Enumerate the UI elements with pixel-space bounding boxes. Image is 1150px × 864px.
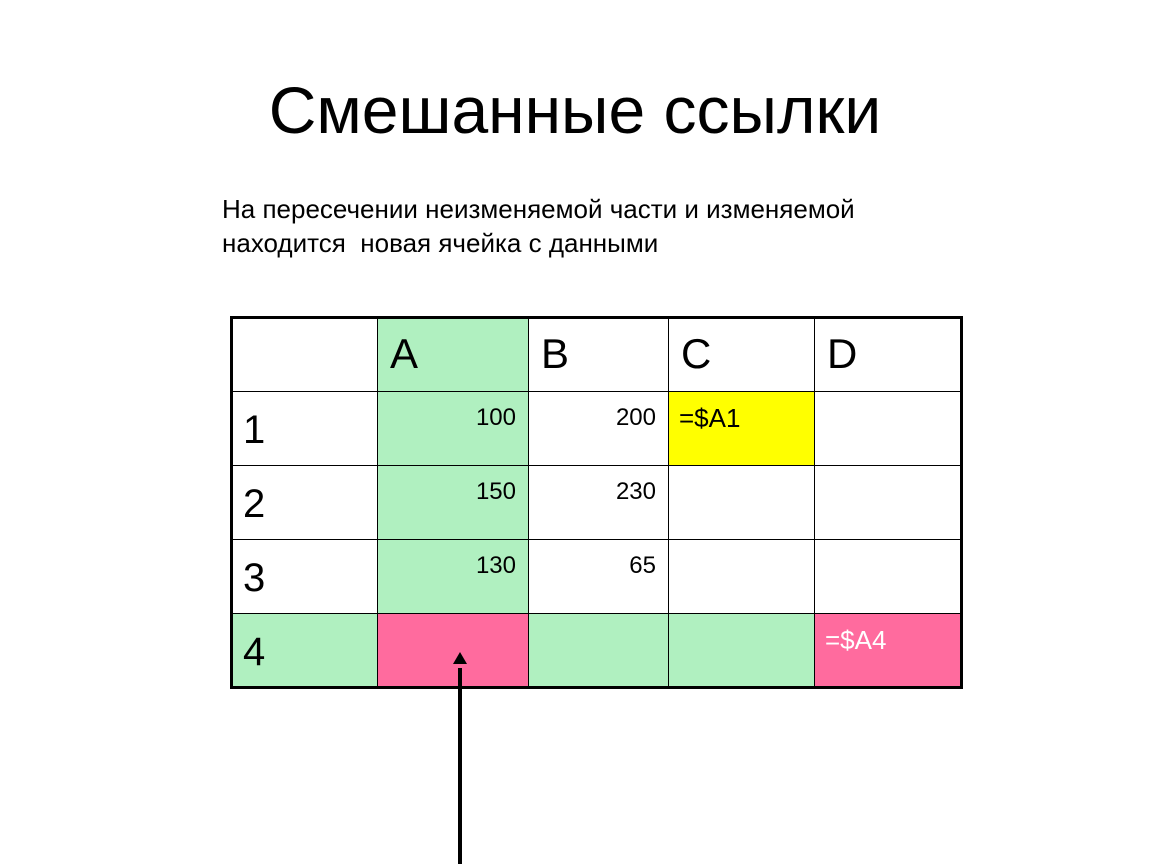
cell-b3: 65	[529, 540, 669, 614]
cell-c1: =$A1	[669, 392, 815, 466]
table-row	[232, 614, 962, 688]
table-row	[232, 540, 962, 614]
cell-a3: 130	[378, 540, 529, 614]
column-header-a: A	[378, 318, 529, 392]
cell-a2: 150	[378, 466, 529, 540]
table-row	[232, 466, 962, 540]
cell-d4: =$A4	[815, 614, 962, 688]
slide-title: Смешанные ссылки	[268, 73, 882, 147]
cell-d2	[815, 466, 962, 540]
cell-b2: 230	[529, 466, 669, 540]
cell-a4	[378, 614, 529, 688]
column-header-c: C	[669, 318, 815, 392]
cell-b1: 200	[529, 392, 669, 466]
header-row	[232, 318, 962, 392]
subtitle-line-2: находится новая ячейка с данными	[222, 228, 659, 258]
cell-d3	[815, 540, 962, 614]
cell-c3	[669, 540, 815, 614]
spreadsheet-table	[230, 316, 963, 689]
corner-cell	[232, 318, 378, 392]
cell-d1	[815, 392, 962, 466]
column-header-b: B	[529, 318, 669, 392]
subtitle-line-1: На пересечении неизменяемой части и изменяемой	[222, 194, 855, 224]
cell-c2	[669, 466, 815, 540]
row-header-2: 2	[232, 466, 378, 540]
cell-b4	[529, 614, 669, 688]
slide-subtitle	[222, 192, 982, 260]
table-row	[232, 392, 962, 466]
row-header-3: 3	[232, 540, 378, 614]
cell-c4	[669, 614, 815, 688]
column-header-d: D	[815, 318, 962, 392]
row-header-1: 1	[232, 392, 378, 466]
cell-a1: 100	[378, 392, 529, 466]
row-header-4: 4	[232, 614, 378, 688]
